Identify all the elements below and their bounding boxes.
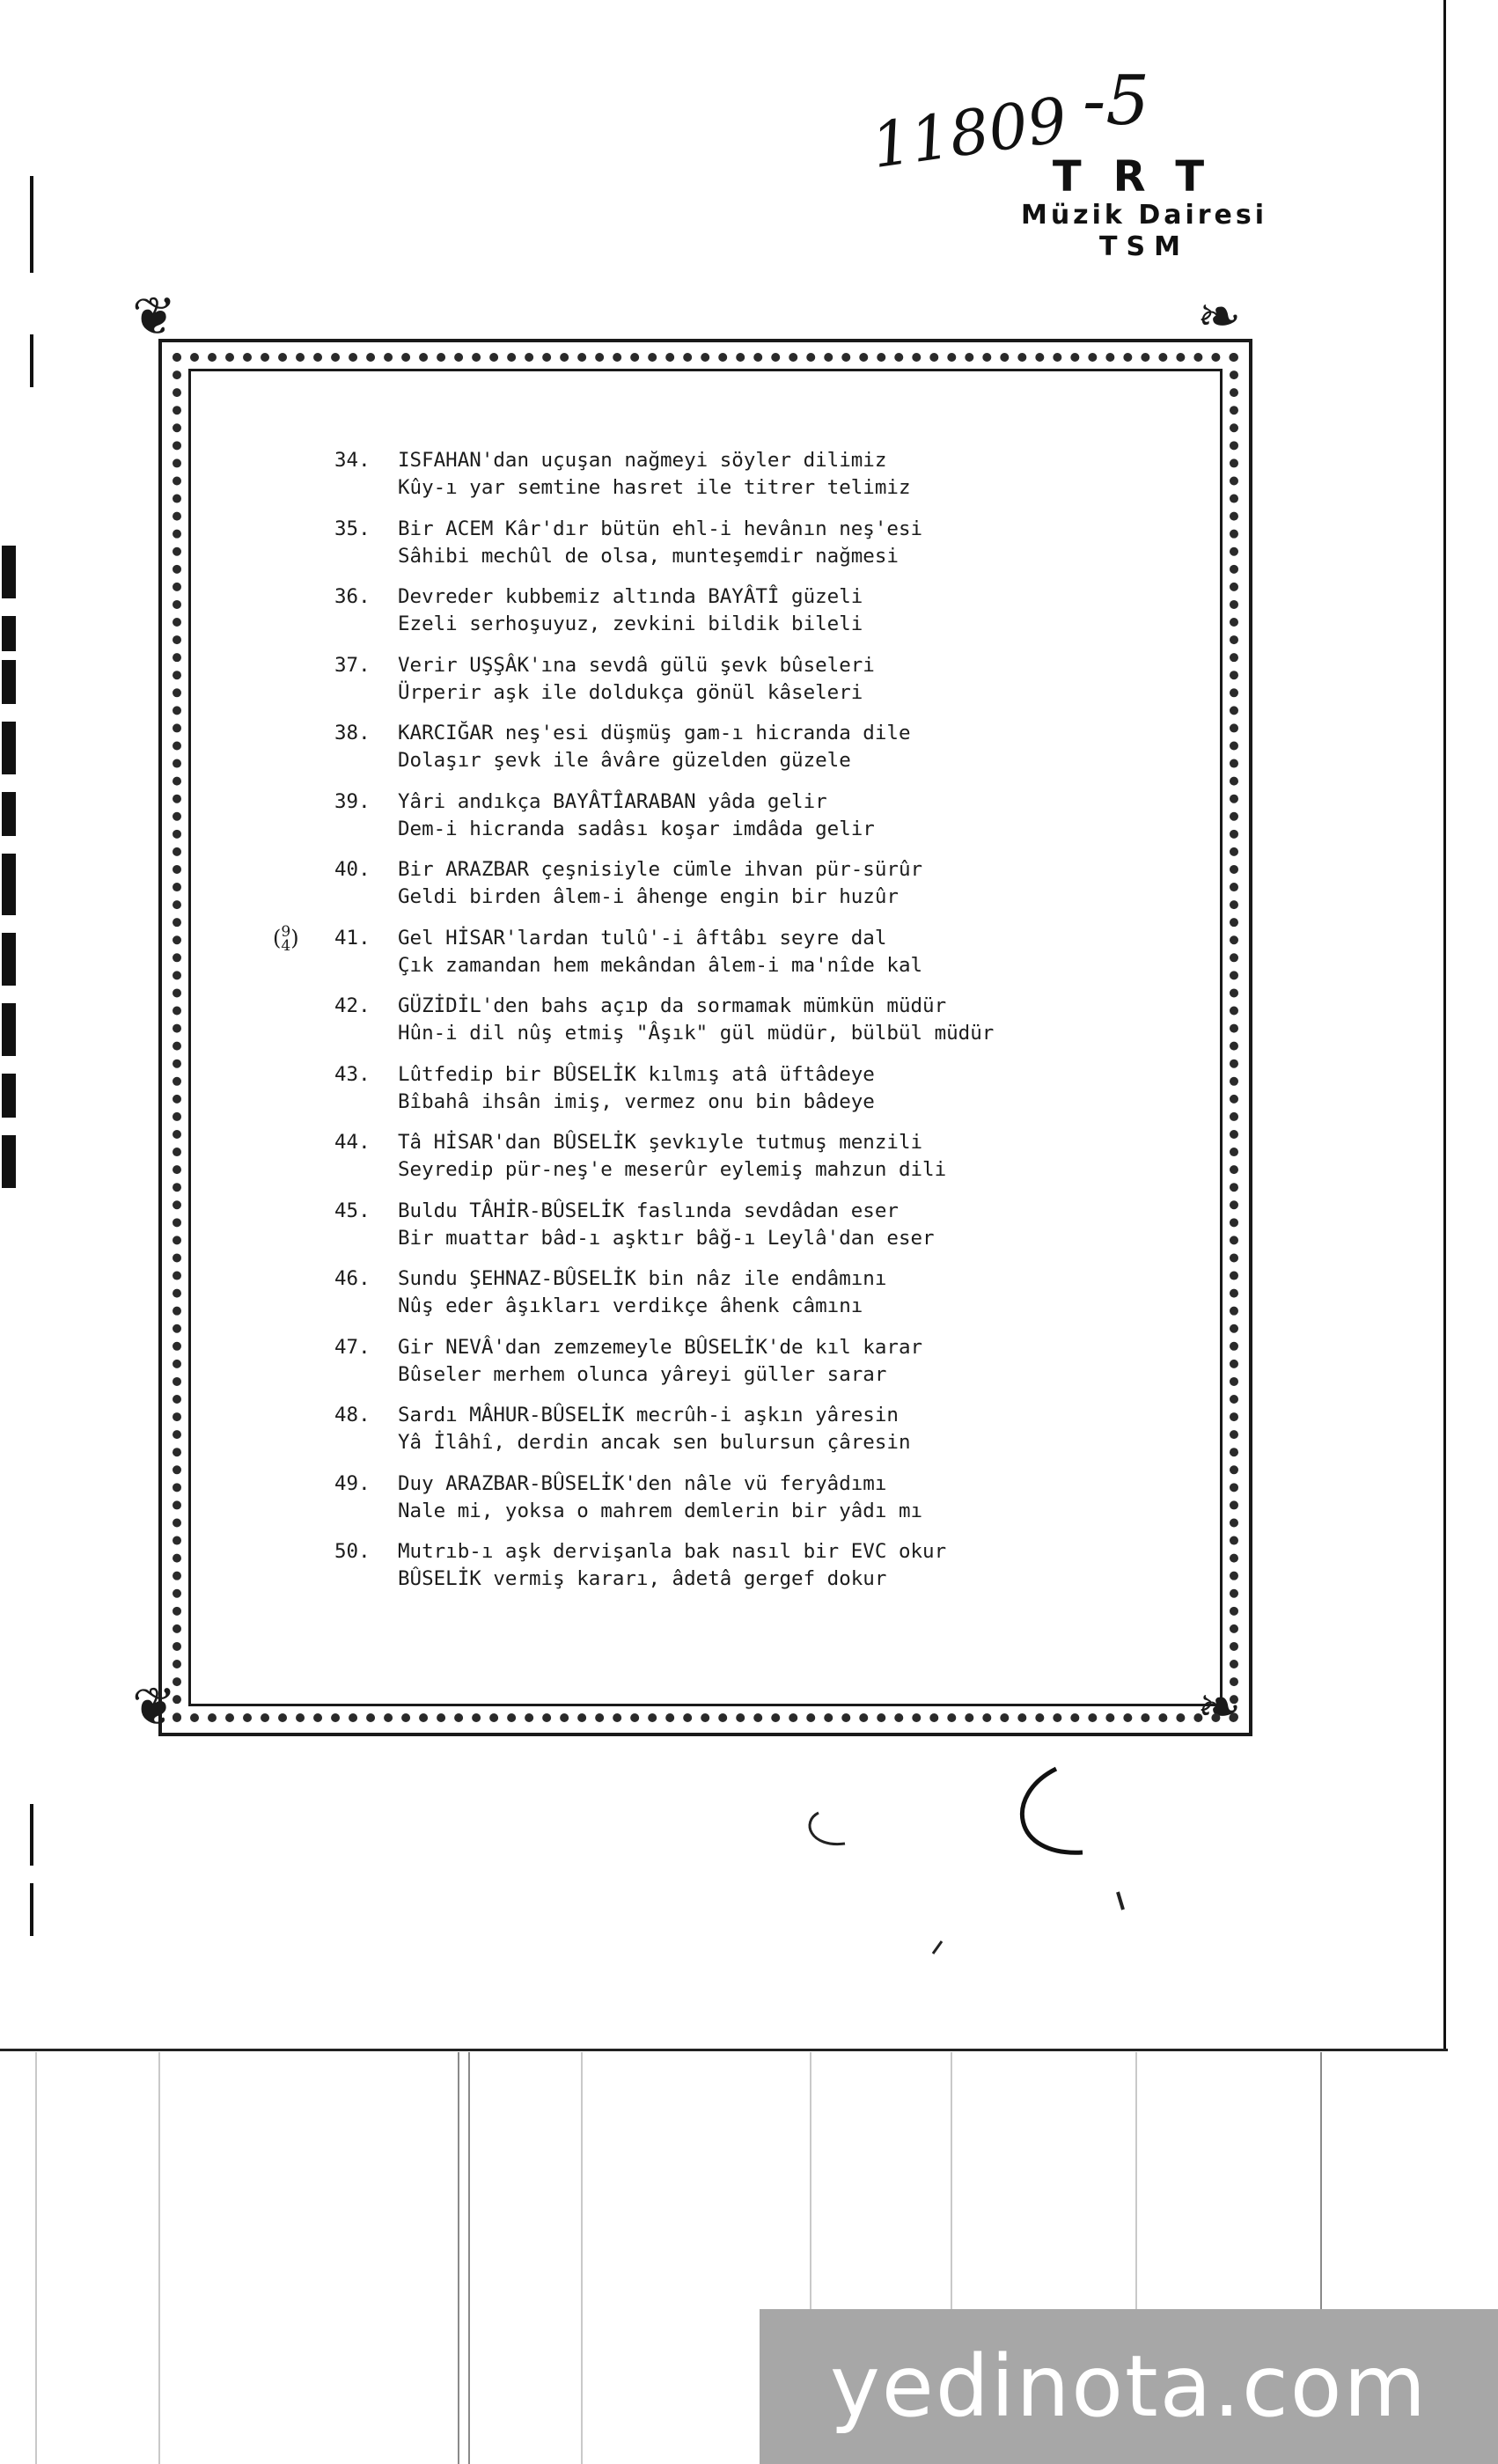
stanza-number: 43. [334, 1062, 371, 1086]
verse-line: Bir ARAZBAR çeşnisiyle cümle ihvan pür-sürûr [398, 858, 923, 881]
ornament-corner-icon: ❧ [1197, 1676, 1242, 1738]
time-signature-top: 9 [281, 923, 291, 941]
stanza [334, 652, 1127, 721]
page-edge-line [1443, 0, 1446, 2050]
stanza-number: 44. [334, 1131, 371, 1154]
stanza-number: 35. [334, 517, 371, 540]
binding-mark [2, 933, 16, 986]
verse-line: Tâ HİSAR'dan BÛSELİK şevkıyle tutmuş menzili [398, 1131, 923, 1154]
stanza-number: 47. [334, 1335, 371, 1359]
verse-line: Mutrıb-ı aşk dervişanla bak nasıl bir EVC okur [398, 1540, 947, 1563]
stanza [334, 856, 1127, 925]
binding-mark [2, 1003, 16, 1056]
stanza [334, 1198, 1127, 1266]
stanza-number: 48. [334, 1404, 371, 1426]
verse-line: Duy ARAZBAR-BÛSELİK'den nâle vü feryâdımı [398, 1471, 887, 1495]
stanza-lines [398, 993, 1146, 1047]
stamp-unit: TSM [1099, 231, 1189, 262]
verse-line: Ezeli serhoşuyuz, zevkini bildik bileli [398, 612, 863, 635]
ornament-corner-icon: ❦ [132, 1676, 177, 1738]
scan-mark [30, 176, 33, 273]
verse-line: Verir UŞŞÂK'ına sevdâ gülü şevk bûseleri [398, 653, 875, 677]
binding-mark [2, 792, 16, 836]
stanza-lines [398, 720, 1146, 774]
scan-mark [30, 1804, 33, 1866]
scan-mark [30, 334, 33, 387]
verse-line: Buldu TÂHİR-BÛSELİK faslında sevdâdan eser [398, 1199, 899, 1222]
stanza [334, 1265, 1127, 1334]
verse-line: Gir NEVÂ'dan zemzemeyle BÛSELİK'de kıl karar [398, 1335, 923, 1359]
stanza [334, 1402, 1127, 1470]
stanza-number: 40. [334, 858, 371, 881]
verse-line: Bir muattar bâd-ı aşktır bâğ-ı Leylâ'dan eser [398, 1226, 935, 1250]
stanza-lines [398, 856, 1146, 911]
binding-mark [2, 722, 16, 774]
stanza-lines [398, 1129, 1146, 1184]
verse-line: Bûseler merhem olunca yâreyi güller sarar [398, 1362, 887, 1386]
binding-mark [2, 854, 16, 915]
stanza-number: 45. [334, 1199, 371, 1222]
verse-line: BÛSELİK vermiş kararı, âdetâ gergef dokur [398, 1567, 887, 1590]
stanza-lines [398, 1538, 1146, 1593]
binding-mark [2, 660, 16, 704]
stanza-lines [398, 1265, 1146, 1320]
watermark-text: yedinota.com [829, 2337, 1428, 2436]
verse-line: Devreder kubbemiz altında BAYÂTÎ güzeli [398, 585, 863, 608]
stamp-department: Müzik Dairesi [1020, 200, 1268, 231]
verse-line: Dem-i hicranda sadâsı koşar imdâda gelir [398, 817, 875, 840]
page-number: -5 [1083, 62, 1149, 141]
stanza-lines [398, 583, 1146, 638]
stanza-lines [398, 1198, 1146, 1252]
stanza-lines [398, 1470, 1146, 1525]
stanza [334, 1129, 1127, 1198]
stanza [334, 788, 1127, 857]
stanza-number: 42. [334, 994, 371, 1017]
margin-time-signature: ( 9 4 ) [273, 923, 299, 955]
stanza-lines [398, 1334, 1146, 1389]
stanza-number: 41. [334, 926, 371, 950]
stanza [334, 1061, 1127, 1130]
verse-line: ISFAHAN'dan uçuşan nağmeyi söyler dilimiz [398, 449, 887, 472]
verse-line: Geldi birden âlem-i âhenge engin bir huzûr [398, 885, 899, 908]
stanza [334, 516, 1127, 584]
verse-line: Yâ İlâhî, derdin ancak sen bulursun çâresin [398, 1431, 911, 1454]
stanza [334, 447, 1127, 516]
ornament-corner-icon: ❦ [132, 286, 177, 348]
page-bottom-edge [0, 2049, 1448, 2051]
stanza-lines [398, 516, 1146, 570]
archive-stamp [1012, 154, 1276, 263]
stanza [334, 583, 1127, 652]
stanza-number: 39. [334, 789, 371, 813]
stanza-lines [398, 447, 1146, 502]
stanza [273, 923, 1127, 994]
verse-line: Sâhibi mechûl de olsa, munteşemdir nağmesi [398, 544, 899, 568]
stanza-number: 37. [334, 653, 371, 677]
scan-mark [30, 1883, 33, 1936]
catalog-number: 11809 [867, 83, 1072, 183]
stanza [334, 993, 1127, 1061]
stamp-logo: TRT [1052, 152, 1237, 202]
verse-line: Dolaşır şevk ile âvâre güzelden güzele [398, 749, 851, 772]
stanza-list [273, 447, 1127, 1607]
binding-mark [2, 616, 16, 651]
time-signature-bottom: 4 [281, 937, 291, 955]
stanza-number: 49. [334, 1471, 371, 1495]
verse-line: Sardı MÂHUR-BÛSELİK mecrûh-i aşkın yâresin [398, 1404, 899, 1426]
watermark [760, 2309, 1498, 2464]
verse-line: Bir ACEM Kâr'dır bütün ehl-i hevânın neş'esi [398, 517, 923, 540]
signature-mark [792, 1760, 1144, 1962]
verse-line: Kûy-ı yar semtine hasret ile titrer telimiz [398, 476, 911, 499]
verse-line: Seyredip pür-neş'e meserûr eylemiş mahzun dili [398, 1158, 947, 1181]
stanza [334, 1470, 1127, 1539]
verse-line: GÜZİDİL'den bahs açıp da sormamak mümkün müdür [398, 994, 947, 1017]
stanza [334, 1538, 1127, 1607]
verse-line: KARCIĞAR neş'esi düşmüş gam-ı hicranda dile [398, 722, 911, 744]
binding-mark [2, 1135, 16, 1188]
verse-line: Yâri andıkça BAYÂTÎARABAN yâda gelir [398, 789, 827, 813]
stanza-number: 36. [334, 585, 371, 608]
verse-line: Lûtfedip bir BÛSELİK kılmış atâ üftâdeye [398, 1062, 875, 1086]
verse-line: Çık zamandan hem mekândan âlem-i ma'nîde kal [398, 953, 923, 977]
stanza-number: 50. [334, 1540, 371, 1563]
verse-line: Nûş eder âşıkları verdikçe âhenk câmını [398, 1294, 863, 1317]
verse-line: Ürperir aşk ile doldukça gönül kâseleri [398, 680, 863, 704]
verse-line: Nale mi, yoksa o mahrem demlerin bir yâdı mı [398, 1499, 923, 1522]
stanza-lines [398, 1061, 1146, 1116]
binding-mark [2, 1074, 16, 1118]
stanza-lines [398, 1402, 1146, 1456]
stanza-lines [398, 788, 1146, 843]
binding-strip [0, 519, 19, 1399]
verse-line: Sundu ŞEHNAZ-BÛSELİK bin nâz ile endâmını [398, 1267, 887, 1290]
stanza-number: 34. [334, 449, 371, 472]
stanza-lines [398, 652, 1146, 707]
stanza [334, 720, 1127, 788]
verse-line: Bîbahâ ihsân imiş, vermez onu bin bâdeye [398, 1089, 875, 1113]
verse-line: Gel HİSAR'lardan tulû'-i âftâbı seyre dal [398, 926, 887, 950]
ornament-corner-icon: ❧ [1197, 286, 1242, 348]
verse-line: Hûn-i dil nûş etmiş "Âşık" gül müdür, bülbül müdür [398, 1022, 995, 1045]
stanza [334, 1334, 1127, 1403]
stanza-lines [398, 925, 1146, 979]
binding-mark [2, 546, 16, 598]
stanza-number: 46. [334, 1267, 371, 1290]
stanza-number: 38. [334, 722, 371, 744]
